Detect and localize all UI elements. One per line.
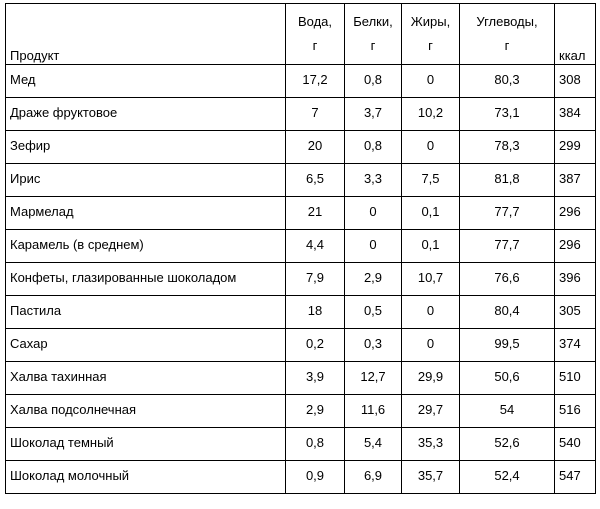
- cell-protein: 0: [345, 230, 402, 263]
- cell-protein: 6,9: [345, 461, 402, 494]
- header-protein-label: Белки,: [353, 14, 393, 29]
- header-fat-unit: г: [428, 38, 433, 53]
- table-row: [6, 197, 596, 230]
- cell-protein: 12,7: [345, 362, 402, 395]
- header-carbs: [460, 4, 555, 65]
- cell-water: 21: [286, 197, 345, 230]
- header-fat: [402, 4, 460, 65]
- cell-product: Шоколад молочный: [6, 461, 286, 494]
- cell-fat: 0: [402, 65, 460, 98]
- table-row: [6, 395, 596, 428]
- cell-kcal: 305: [555, 296, 596, 329]
- header-protein-unit: г: [370, 38, 376, 53]
- cell-protein: 0,8: [345, 131, 402, 164]
- cell-carbs: 80,3: [460, 65, 555, 98]
- cell-protein: 0,5: [345, 296, 402, 329]
- cell-carbs: 78,3: [460, 131, 555, 164]
- cell-water: 20: [286, 131, 345, 164]
- table-row: [6, 65, 596, 98]
- cell-product: Пастила: [6, 296, 286, 329]
- cell-kcal: 547: [555, 461, 596, 494]
- cell-fat: 0,1: [402, 197, 460, 230]
- header-protein: [345, 4, 402, 65]
- table-row: [6, 230, 596, 263]
- cell-water: 7: [286, 98, 345, 131]
- cell-carbs: 77,7: [460, 230, 555, 263]
- header-water: [286, 4, 345, 65]
- table-row: [6, 296, 596, 329]
- table-header-row: [6, 4, 596, 65]
- cell-carbs: 80,4: [460, 296, 555, 329]
- cell-kcal: 296: [555, 230, 596, 263]
- cell-fat: 35,3: [402, 428, 460, 461]
- cell-kcal: 396: [555, 263, 596, 296]
- cell-carbs: 73,1: [460, 98, 555, 131]
- table-row: [6, 461, 596, 494]
- cell-protein: 0,3: [345, 329, 402, 362]
- cell-carbs: 99,5: [460, 329, 555, 362]
- table-row: [6, 362, 596, 395]
- cell-carbs: 81,8: [460, 164, 555, 197]
- cell-product: Конфеты, глазированные шоколадом: [6, 263, 286, 296]
- cell-water: 6,5: [286, 164, 345, 197]
- nutrition-table: [5, 3, 596, 494]
- cell-product: Ирис: [6, 164, 286, 197]
- cell-fat: 0,1: [402, 230, 460, 263]
- header-fat-label: Жиры,: [410, 14, 451, 29]
- cell-water: 2,9: [286, 395, 345, 428]
- header-carbs-label: Углеводы,: [476, 14, 538, 29]
- cell-product: Сахар: [6, 329, 286, 362]
- table-row: [6, 428, 596, 461]
- header-water-label: Вода,: [297, 14, 333, 29]
- header-product: Продукт: [6, 4, 286, 65]
- cell-kcal: 540: [555, 428, 596, 461]
- cell-fat: 10,7: [402, 263, 460, 296]
- cell-product: Мармелад: [6, 197, 286, 230]
- cell-kcal: 299: [555, 131, 596, 164]
- cell-fat: 0: [402, 296, 460, 329]
- header-kcal: ккал: [555, 4, 596, 65]
- cell-water: 0,8: [286, 428, 345, 461]
- cell-carbs: 77,7: [460, 197, 555, 230]
- cell-protein: 2,9: [345, 263, 402, 296]
- cell-product: Мед: [6, 65, 286, 98]
- table-row: [6, 263, 596, 296]
- cell-carbs: 52,6: [460, 428, 555, 461]
- cell-kcal: 308: [555, 65, 596, 98]
- cell-kcal: 374: [555, 329, 596, 362]
- cell-fat: 29,7: [402, 395, 460, 428]
- cell-fat: 10,2: [402, 98, 460, 131]
- cell-kcal: 387: [555, 164, 596, 197]
- table-row: [6, 164, 596, 197]
- cell-product: Халва тахинная: [6, 362, 286, 395]
- cell-protein: 0,8: [345, 65, 402, 98]
- cell-protein: 11,6: [345, 395, 402, 428]
- cell-fat: 7,5: [402, 164, 460, 197]
- cell-kcal: 516: [555, 395, 596, 428]
- cell-carbs: 54: [460, 395, 555, 428]
- cell-fat: 0: [402, 131, 460, 164]
- cell-product: Карамель (в среднем): [6, 230, 286, 263]
- cell-fat: 0: [402, 329, 460, 362]
- cell-water: 4,4: [286, 230, 345, 263]
- cell-fat: 29,9: [402, 362, 460, 395]
- cell-fat: 35,7: [402, 461, 460, 494]
- cell-product: Шоколад темный: [6, 428, 286, 461]
- cell-water: 17,2: [286, 65, 345, 98]
- cell-water: 0,9: [286, 461, 345, 494]
- cell-protein: 3,3: [345, 164, 402, 197]
- cell-carbs: 50,6: [460, 362, 555, 395]
- table-body: [6, 65, 596, 494]
- cell-protein: 3,7: [345, 98, 402, 131]
- cell-water: 18: [286, 296, 345, 329]
- cell-water: 7,9: [286, 263, 345, 296]
- table-row: [6, 131, 596, 164]
- cell-carbs: 52,4: [460, 461, 555, 494]
- cell-protein: 5,4: [345, 428, 402, 461]
- table-row: [6, 329, 596, 362]
- cell-product: Драже фруктовое: [6, 98, 286, 131]
- cell-kcal: 384: [555, 98, 596, 131]
- cell-water: 0,2: [286, 329, 345, 362]
- cell-protein: 0: [345, 197, 402, 230]
- header-carbs-unit: г: [504, 38, 510, 53]
- cell-product: Халва подсолнечная: [6, 395, 286, 428]
- table-row: [6, 98, 596, 131]
- cell-product: Зефир: [6, 131, 286, 164]
- header-water-unit: г: [312, 38, 318, 53]
- cell-carbs: 76,6: [460, 263, 555, 296]
- cell-kcal: 296: [555, 197, 596, 230]
- cell-kcal: 510: [555, 362, 596, 395]
- cell-water: 3,9: [286, 362, 345, 395]
